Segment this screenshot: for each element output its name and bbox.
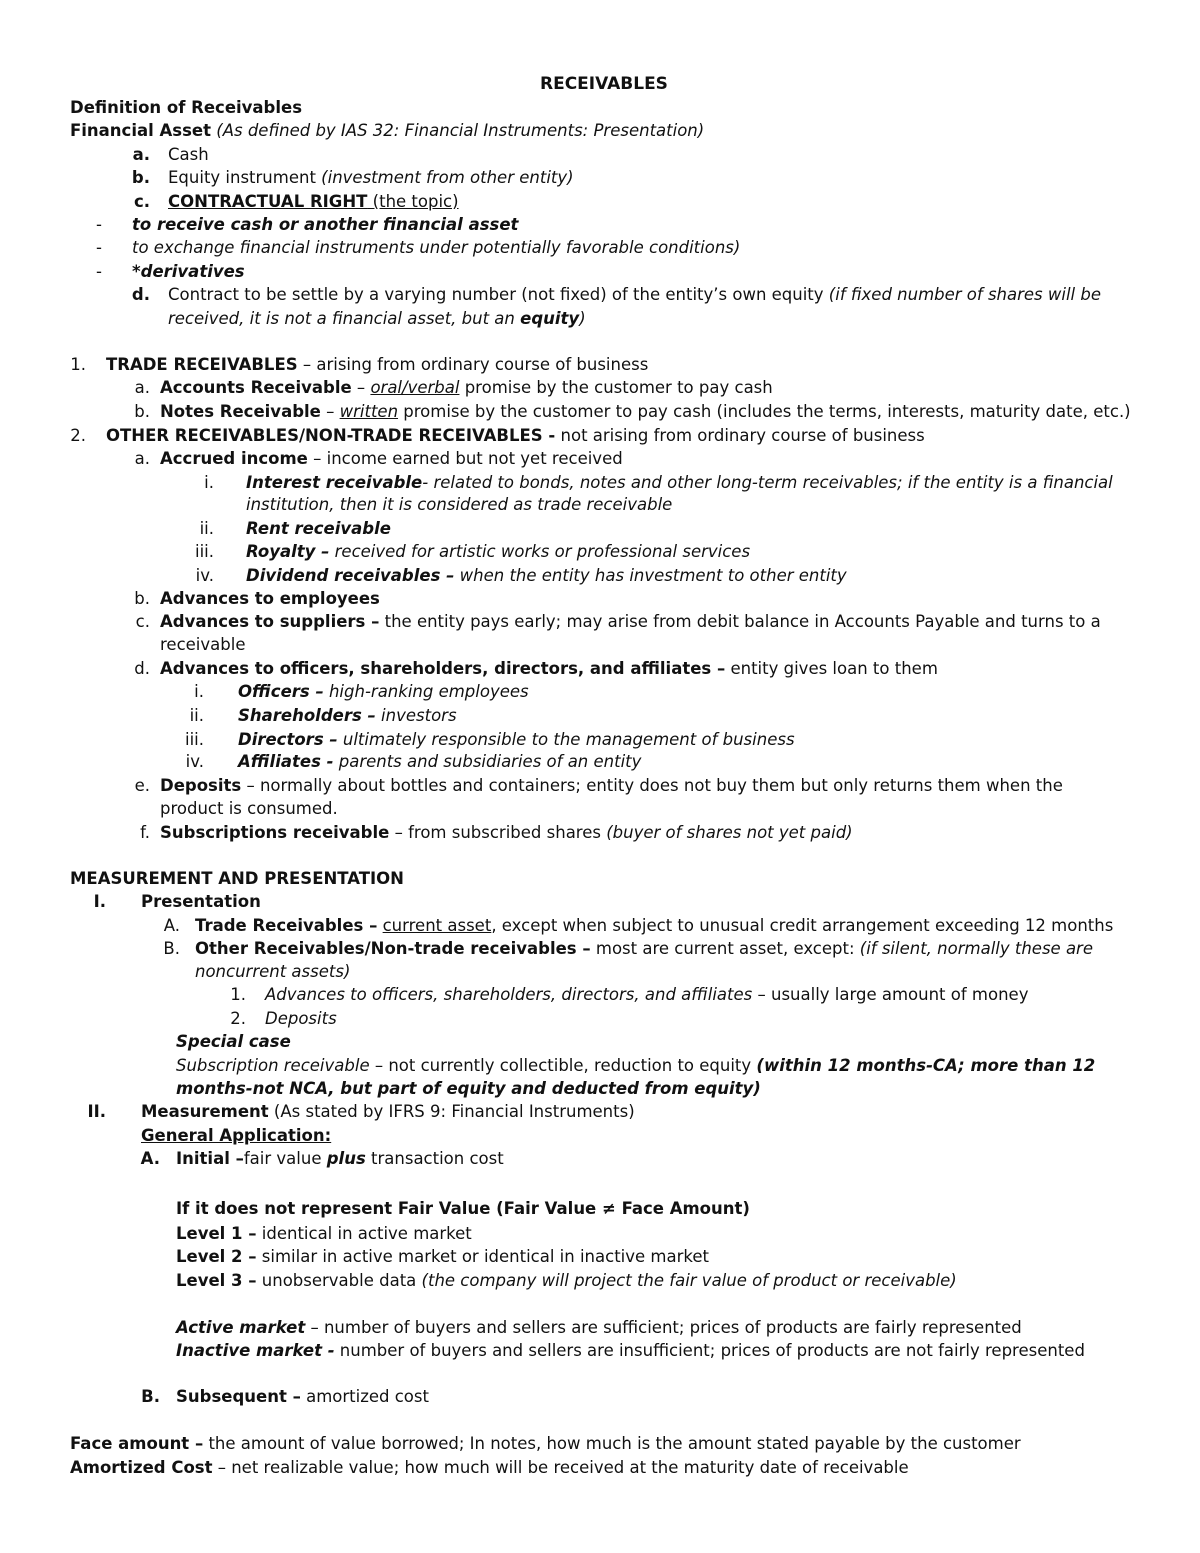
definition-item-equity: Equity instrument (investment from other entity) — [168, 168, 574, 187]
active-market-item: Active market – number of buyers and sellers are sufficient; prices of products are fairly represented — [176, 1318, 1022, 1337]
list-marker: a. — [134, 378, 150, 397]
list-marker: A. — [140, 1149, 160, 1168]
rent-receivable-item: Rent receivable — [246, 519, 391, 538]
level-2-item: Level 2 – similar in active market or identical in inactive market — [176, 1247, 709, 1266]
notes-receivable-item: Notes Receivable – written promise by the customer to pay cash (includes the terms, interests, maturity date, etc.) — [160, 402, 1131, 421]
shareholders-item: Shareholders – investors — [238, 706, 457, 725]
list-marker: f. — [140, 823, 150, 842]
definition-item-cash: Cash — [168, 145, 209, 164]
affiliates-item: Affiliates - parents and subsidiaries of an entity — [238, 752, 642, 771]
list-marker: d. — [134, 659, 150, 678]
list-marker: 1. — [70, 355, 86, 374]
officers-item: Officers – high-ranking employees — [238, 682, 529, 701]
list-marker: b. — [134, 402, 150, 421]
list-marker: B. — [141, 1387, 160, 1406]
list-marker: 2. — [70, 426, 86, 445]
dividend-receivables-item: Dividend receivables – when the entity has investment to other entity — [246, 566, 847, 585]
list-marker: i. — [194, 682, 204, 701]
deposits-item: Deposits – normally about bottles and containers; entity does not buy them but only returns them when the — [160, 776, 1063, 795]
list-marker: a. — [134, 449, 150, 468]
list-marker: b. — [134, 589, 150, 608]
interest-receivable-item: Interest receivable- related to bonds, notes and other long-term receivables; if the entity is a financial — [246, 473, 1113, 492]
deposits-cont: product is consumed. — [160, 799, 338, 818]
bullet-receive-cash: to receive cash or another financial asset — [132, 215, 519, 234]
list-marker: i. — [204, 473, 214, 492]
list-marker: 1. — [230, 985, 246, 1004]
list-marker: c. — [135, 612, 150, 631]
interest-receivable-cont: institution, then it is considered as trade receivable — [246, 495, 673, 514]
trade-receivables-heading: TRADE RECEIVABLES – arising from ordinary course of business — [106, 355, 649, 374]
financial-asset-line: Financial Asset (As defined by IAS 32: Financial Instruments: Presentation) — [70, 121, 705, 140]
definition-item-contractual-right: CONTRACTUAL RIGHT (the topic) — [168, 192, 459, 211]
list-marker: e. — [134, 776, 150, 795]
level-3-item: Level 3 – unobservable data (the company will project the fair value of product or receivable) — [176, 1271, 957, 1290]
advances-officers-item: Advances to officers, shareholders, directors, and affiliates – entity gives loan to them — [160, 659, 938, 678]
definition-heading: Definition of Receivables — [70, 98, 303, 117]
presentation-heading: Presentation — [141, 892, 261, 911]
trade-receivables-presentation: Trade Receivables – current asset, except when subject to unusual credit arrangement exceeding 12 months — [195, 916, 1114, 935]
list-marker: iii. — [185, 730, 204, 749]
other-receivables-heading: OTHER RECEIVABLES/NON-TRADE RECEIVABLES - not arising from ordinary course of business — [106, 426, 925, 445]
list-marker: 2. — [230, 1009, 246, 1028]
accounts-receivable-item: Accounts Receivable – oral/verbal promise by the customer to pay cash — [160, 378, 773, 397]
bullet-marker: - — [96, 262, 102, 281]
bullet-derivatives: *derivatives — [132, 262, 245, 281]
measurement-presentation-heading: MEASUREMENT AND PRESENTATION — [70, 869, 404, 888]
list-marker: iii. — [195, 542, 214, 561]
page-title: RECEIVABLES — [540, 74, 668, 94]
list-marker: iv. — [185, 752, 204, 771]
bullet-exchange: to exchange financial instruments under potentially favorable conditions) — [132, 238, 741, 257]
list-marker: ii. — [199, 519, 214, 538]
other-receivables-presentation: Other Receivables/Non-trade receivables – most are current asset, except: (if silent, normally these are — [195, 939, 1093, 958]
inactive-market-item: Inactive market - number of buyers and sellers are insufficient; prices of products are not fairly represented — [176, 1341, 1085, 1360]
list-marker: B. — [163, 939, 180, 958]
special-case-heading: Special case — [176, 1032, 291, 1051]
fair-value-heading: If it does not represent Fair Value (Fair Value ≠ Face Amount) — [176, 1199, 750, 1218]
list-marker: ii. — [189, 706, 204, 725]
bullet-marker: - — [96, 238, 102, 257]
face-amount-definition: Face amount – the amount of value borrowed; In notes, how much is the amount stated payable by the customer — [70, 1434, 1021, 1453]
measurement-heading: Measurement (As stated by IFRS 9: Financial Instruments) — [141, 1102, 635, 1121]
subscriptions-receivable-item: Subscriptions receivable – from subscribed shares (buyer of shares not yet paid) — [160, 823, 853, 842]
special-case-text-cont: months-not NCA, but part of equity and deducted from equity) — [176, 1079, 761, 1098]
list-marker: c. — [133, 192, 150, 211]
other-receivables-presentation-cont: noncurrent assets) — [195, 962, 351, 981]
special-case-text: Subscription receivable – not currently collectible, reduction to equity (within 12 months-CA; more than 12 — [176, 1056, 1096, 1075]
advances-suppliers-item: Advances to suppliers – the entity pays early; may arise from debit balance in Accounts Payable and turns to a — [160, 612, 1101, 631]
list-marker: d. — [131, 285, 150, 304]
list-marker: a. — [132, 145, 150, 164]
list-marker: iv. — [195, 566, 214, 585]
initial-measurement-item: Initial –fair value plus transaction cost — [176, 1149, 504, 1168]
advances-suppliers-cont: receivable — [160, 635, 246, 654]
directors-item: Directors – ultimately responsible to the management of business — [238, 730, 795, 749]
exception-deposits-item: Deposits — [265, 1009, 337, 1028]
amortized-cost-definition: Amortized Cost – net realizable value; how much will be received at the maturity date of receivable — [70, 1458, 909, 1477]
subsequent-measurement-item: Subsequent – amortized cost — [176, 1387, 429, 1406]
level-1-item: Level 1 – identical in active market — [176, 1224, 472, 1243]
definition-item-contract-cont: received, it is not a financial asset, but an equity) — [168, 309, 586, 328]
general-application-heading: General Application: — [141, 1126, 332, 1145]
exception-advances-item: Advances to officers, shareholders, directors, and affiliates – usually large amount of money — [265, 985, 1029, 1004]
list-marker: I. — [93, 892, 106, 911]
bullet-marker: - — [96, 215, 102, 234]
accrued-income-item: Accrued income – income earned but not yet received — [160, 449, 623, 468]
list-marker: A. — [163, 916, 180, 935]
list-marker: b. — [131, 168, 150, 187]
advances-employees-item: Advances to employees — [160, 589, 380, 608]
list-marker: II. — [87, 1102, 106, 1121]
royalty-item: Royalty – received for artistic works or professional services — [246, 542, 751, 561]
definition-item-contract: Contract to be settle by a varying number (not fixed) of the entity’s own equity (if fixed number of shares will be — [168, 285, 1102, 304]
